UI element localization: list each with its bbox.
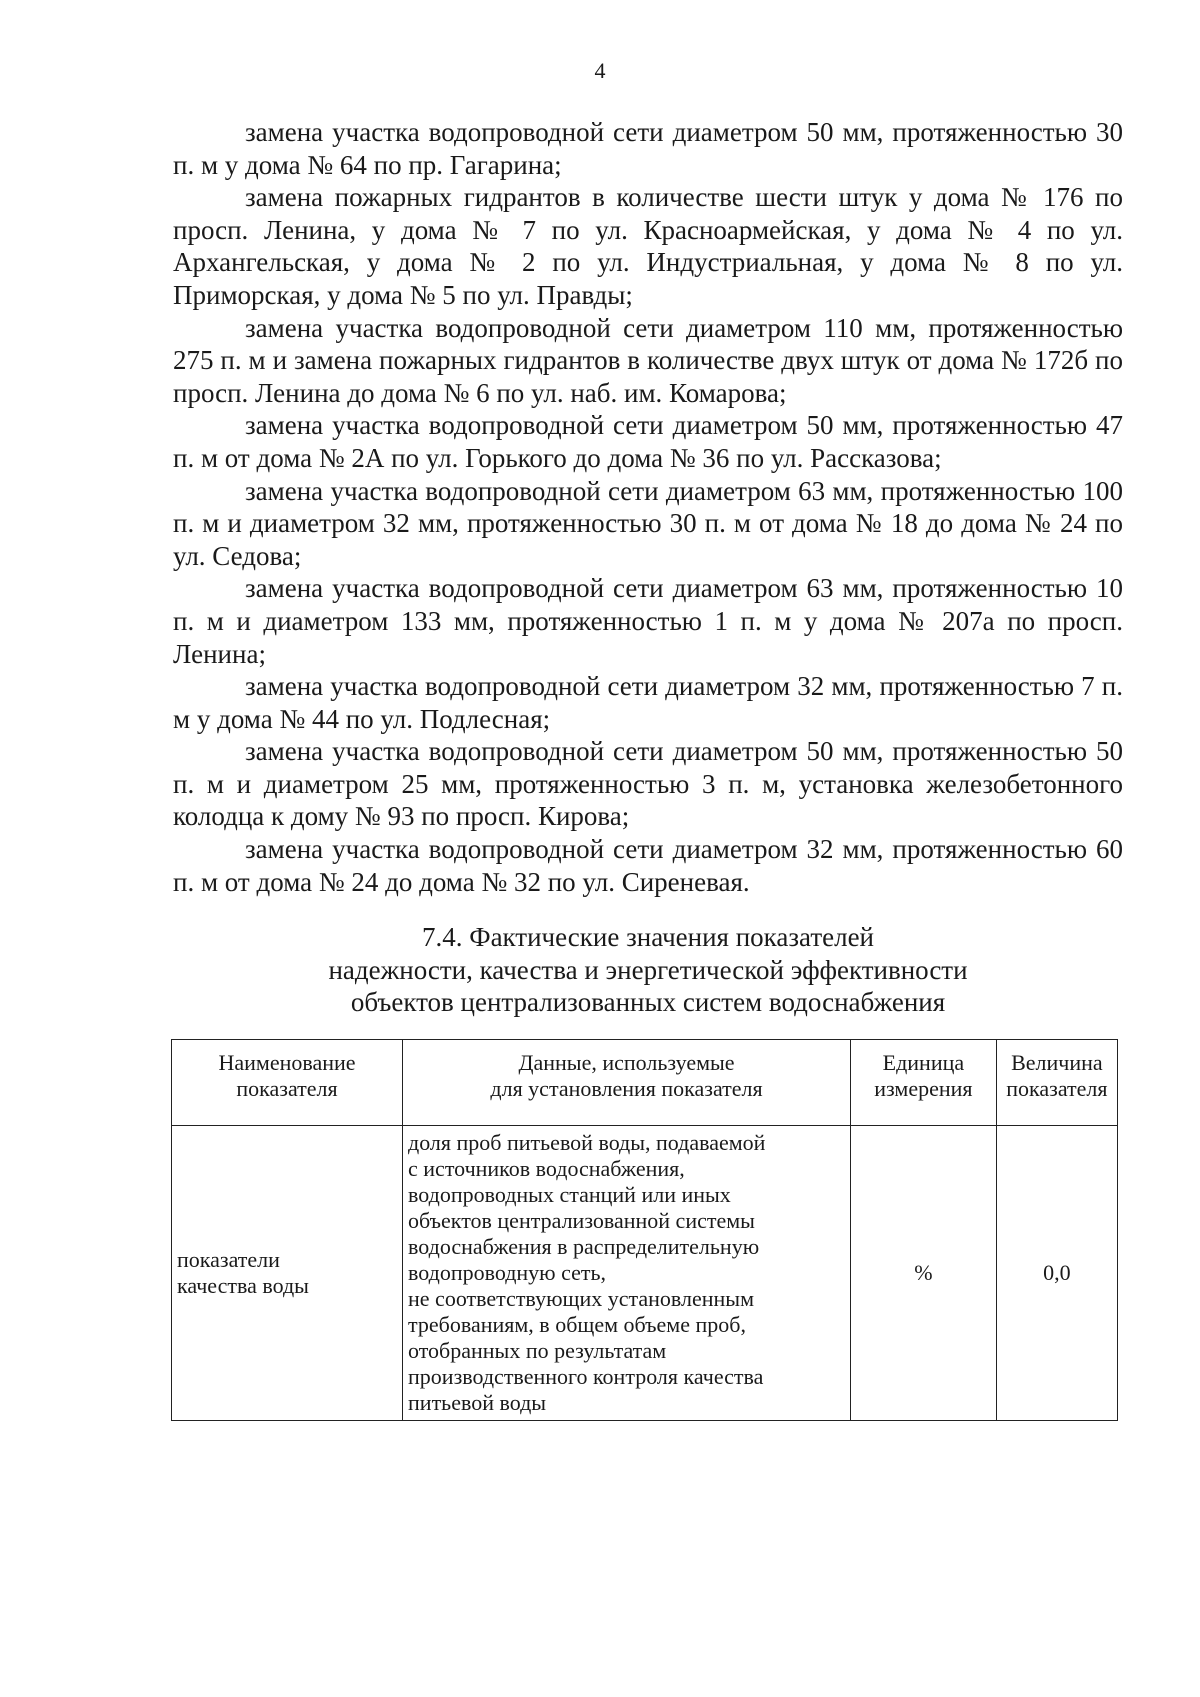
paragraph: замена участка водопроводной сети диаметром 50 мм, протяженностью 50 п. м и диаметром 25 мм, протяженностью 3 п. м, установка железобетонного колодца к дому № 93 по просп. Кирова; [173,736,1123,832]
table-row [172,1126,1118,1421]
paragraph: замена участка водопроводной сети диаметром 63 мм, протяженностью 10 п. м и диаметром 133 мм, протяженностью 1 п. м у дома № 207а по просп. Ленина; [173,573,1123,669]
cell-line: водоснабжения в распределительную [408,1234,760,1259]
cell-line: требованиям, в общем объеме проб, [408,1312,746,1337]
paragraph: замена участка водопроводной сети диаметром 110 мм, протяженностью 275 п. м и замена пожарных гидрантов в количестве двух штук от дома № 172б по просп. Ленина до дома № 6 по ул. наб. им. Комарова; [173,312,1123,408]
section-heading-line: надежности, качества и энергетической эффективности [328,954,968,985]
cell-line: объектов централизованной системы [408,1208,755,1233]
header-line: Величина [1011,1050,1103,1075]
header-unit [851,1040,997,1126]
paragraph: замена участка водопроводной сети диаметром 50 мм, протяженностью 47 п. м от дома № 2А по ул. Горького до дома № 36 по ул. Рассказова; [173,410,1123,473]
paragraph: замена участка водопроводной сети диаметром 50 мм, протяженностью 30 п. м у дома № 64 по пр. Гагарина; [173,117,1123,180]
header-line: для установления показателя [490,1076,763,1101]
cell-line: качества воды [177,1273,309,1298]
cell-line: водопроводную сеть, [408,1260,607,1285]
section-heading-line: объектов централизованных систем водоснабжения [350,987,946,1017]
paragraph: замена участка водопроводной сети диаметром 32 мм, протяженностью 7 п. м у дома № 44 по ул. Подлесная; [173,671,1123,734]
header-value [996,1040,1117,1126]
cell-indicator-name [172,1126,403,1421]
page-number: 4 [594,58,606,83]
header-line: показателя [236,1076,338,1101]
header-name [172,1040,403,1126]
cell-line: водопроводных станций или иных [408,1182,731,1207]
table-header-row [172,1040,1118,1126]
header-line: измерения [874,1076,973,1101]
header-line: Наименование [218,1050,356,1075]
section-heading [173,921,1123,1019]
paragraph: замена пожарных гидрантов в количестве шести штук у дома № 176 по просп. Ленина, у дома № 7 по ул. Красноармейская, у дома № 4 по ул. Архангельская, у дома № 2 по ул. Индустриальная, у дома № 8 по ул. Приморская, у дома № 5 по ул. Правды; [173,182,1123,310]
cell-indicator-data [403,1126,851,1421]
cell-line: отобранных по результатам [408,1338,667,1363]
section-heading-line: 7.4. Фактические значения показателей [421,922,875,952]
cell-line: доля проб питьевой воды, подаваемой [408,1130,766,1155]
cell-unit: % [851,1126,997,1421]
cell-line: производственного контроля качества [408,1364,764,1389]
indicators-table [171,1039,1118,1421]
body-text [173,116,1123,898]
cell-line: питьевой воды [408,1390,547,1415]
cell-line: не соответствующих установленным [408,1286,754,1311]
paragraph: замена участка водопроводной сети диаметром 63 мм, протяженностью 100 п. м и диаметром 32 мм, протяженностью 30 п. м от дома № 18 до дома № 24 по ул. Седова; [173,475,1123,571]
header-line: Единица [882,1050,965,1075]
header-data [403,1040,851,1126]
header-line: Данные, используемые [518,1050,735,1075]
header-line: показателя [1006,1076,1108,1101]
paragraph: замена участка водопроводной сети диаметром 32 мм, протяженностью 60 п. м от дома № 24 до дома № 32 по ул. Сиреневая. [173,834,1123,897]
cell-value: 0,0 [996,1126,1117,1421]
cell-line: с источников водоснабжения, [408,1156,685,1181]
cell-line: показатели [177,1247,280,1272]
